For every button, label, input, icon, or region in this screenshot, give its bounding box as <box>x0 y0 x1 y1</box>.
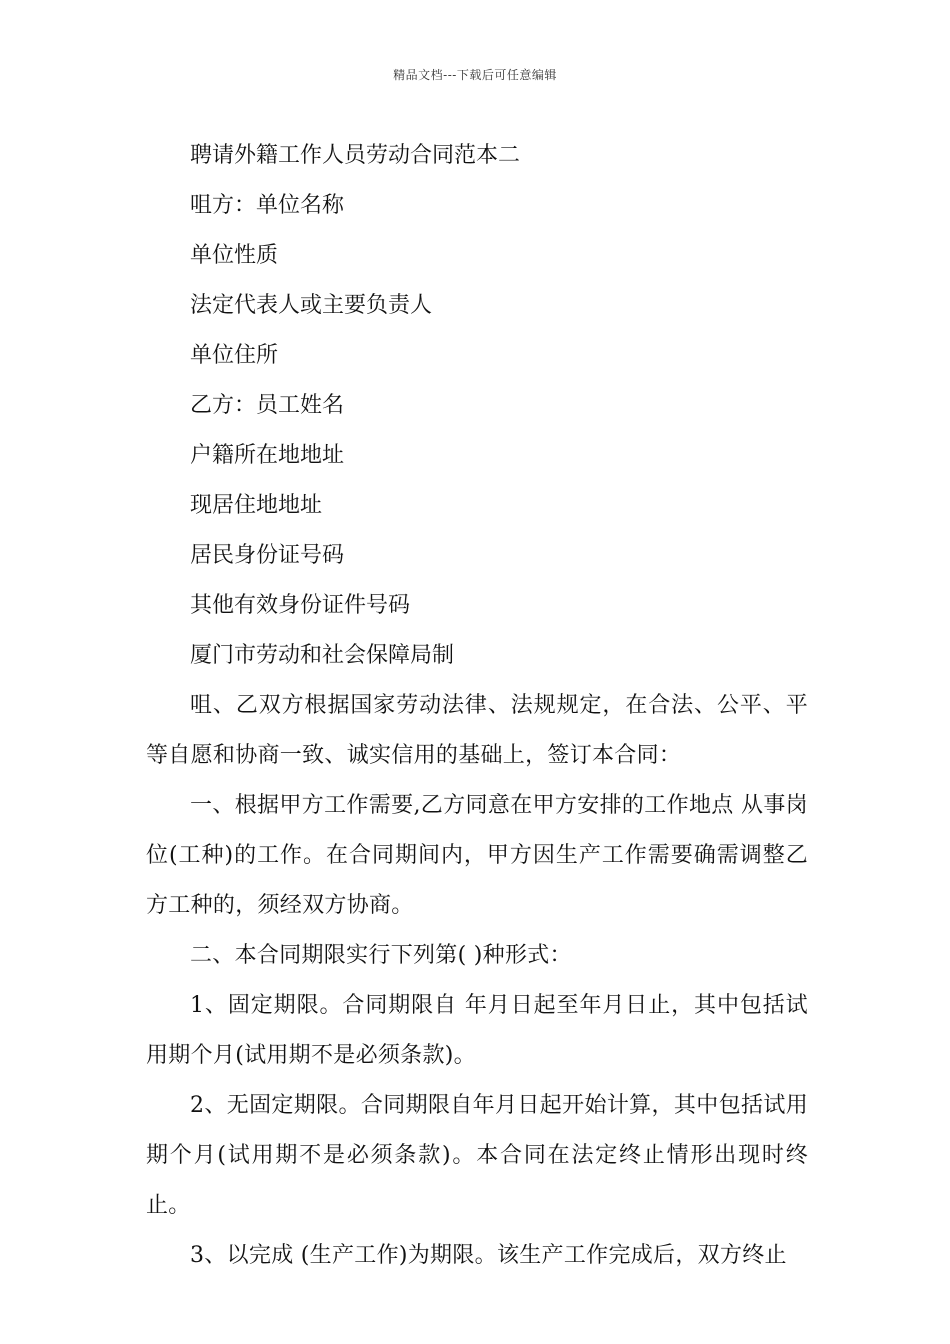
field-unit-address: 单位住所 <box>190 343 279 368</box>
paragraph-clause-2-2: 2、无固定期限。合同期限自年月日起开始计算，其中包括试用期个月(试用期不是必须条款)。本合同在法定终止情形出现时终止。 <box>146 1093 808 1218</box>
field-legal-representative: 法定代表人或主要负责人 <box>190 293 433 318</box>
field-party-a-name: 咀方：单位名称 <box>190 193 345 218</box>
paragraph-preamble: 咀、乙双方根据国家劳动法律、法规规定，在合法、公平、平等自愿和协商一致、诚实信用的基础上，签订本合同： <box>146 693 808 768</box>
field-other-id-number: 其他有效身份证件号码 <box>190 593 411 618</box>
page-header: 精品文档---下载后可任意编辑 <box>393 68 557 82</box>
document-title: 聘请外籍工作人员劳动合同范本二 <box>190 143 521 168</box>
paragraph-clause-1: 一、根据甲方工作需要,乙方同意在甲方安排的工作地点 从事岗位(工种)的工作。在合同期间内，甲方因生产工作需要确需调整乙方工种的，须经双方协商。 <box>146 793 808 918</box>
paragraph-clause-2-3: 3、以完成 (生产工作)为期限。该生产工作完成后，双方终止 <box>190 1243 787 1268</box>
field-party-b-name: 乙方：员工姓名 <box>190 393 345 418</box>
document-body <box>146 131 808 1281</box>
field-current-address: 现居住地地址 <box>190 493 323 518</box>
paragraph-clause-2-1: 1、固定期限。合同期限自 年月日起至年月日止，其中包括试用期个月(试用期不是必须条款)。 <box>146 993 808 1068</box>
field-id-number: 居民身份证号码 <box>190 543 345 568</box>
field-household-address: 户籍所在地地址 <box>190 443 345 468</box>
paragraph-clause-2: 二、本合同期限实行下列第( )种形式： <box>190 943 572 968</box>
field-unit-nature: 单位性质 <box>190 243 279 268</box>
field-issuer: 厦门市劳动和社会保障局制 <box>190 643 455 668</box>
